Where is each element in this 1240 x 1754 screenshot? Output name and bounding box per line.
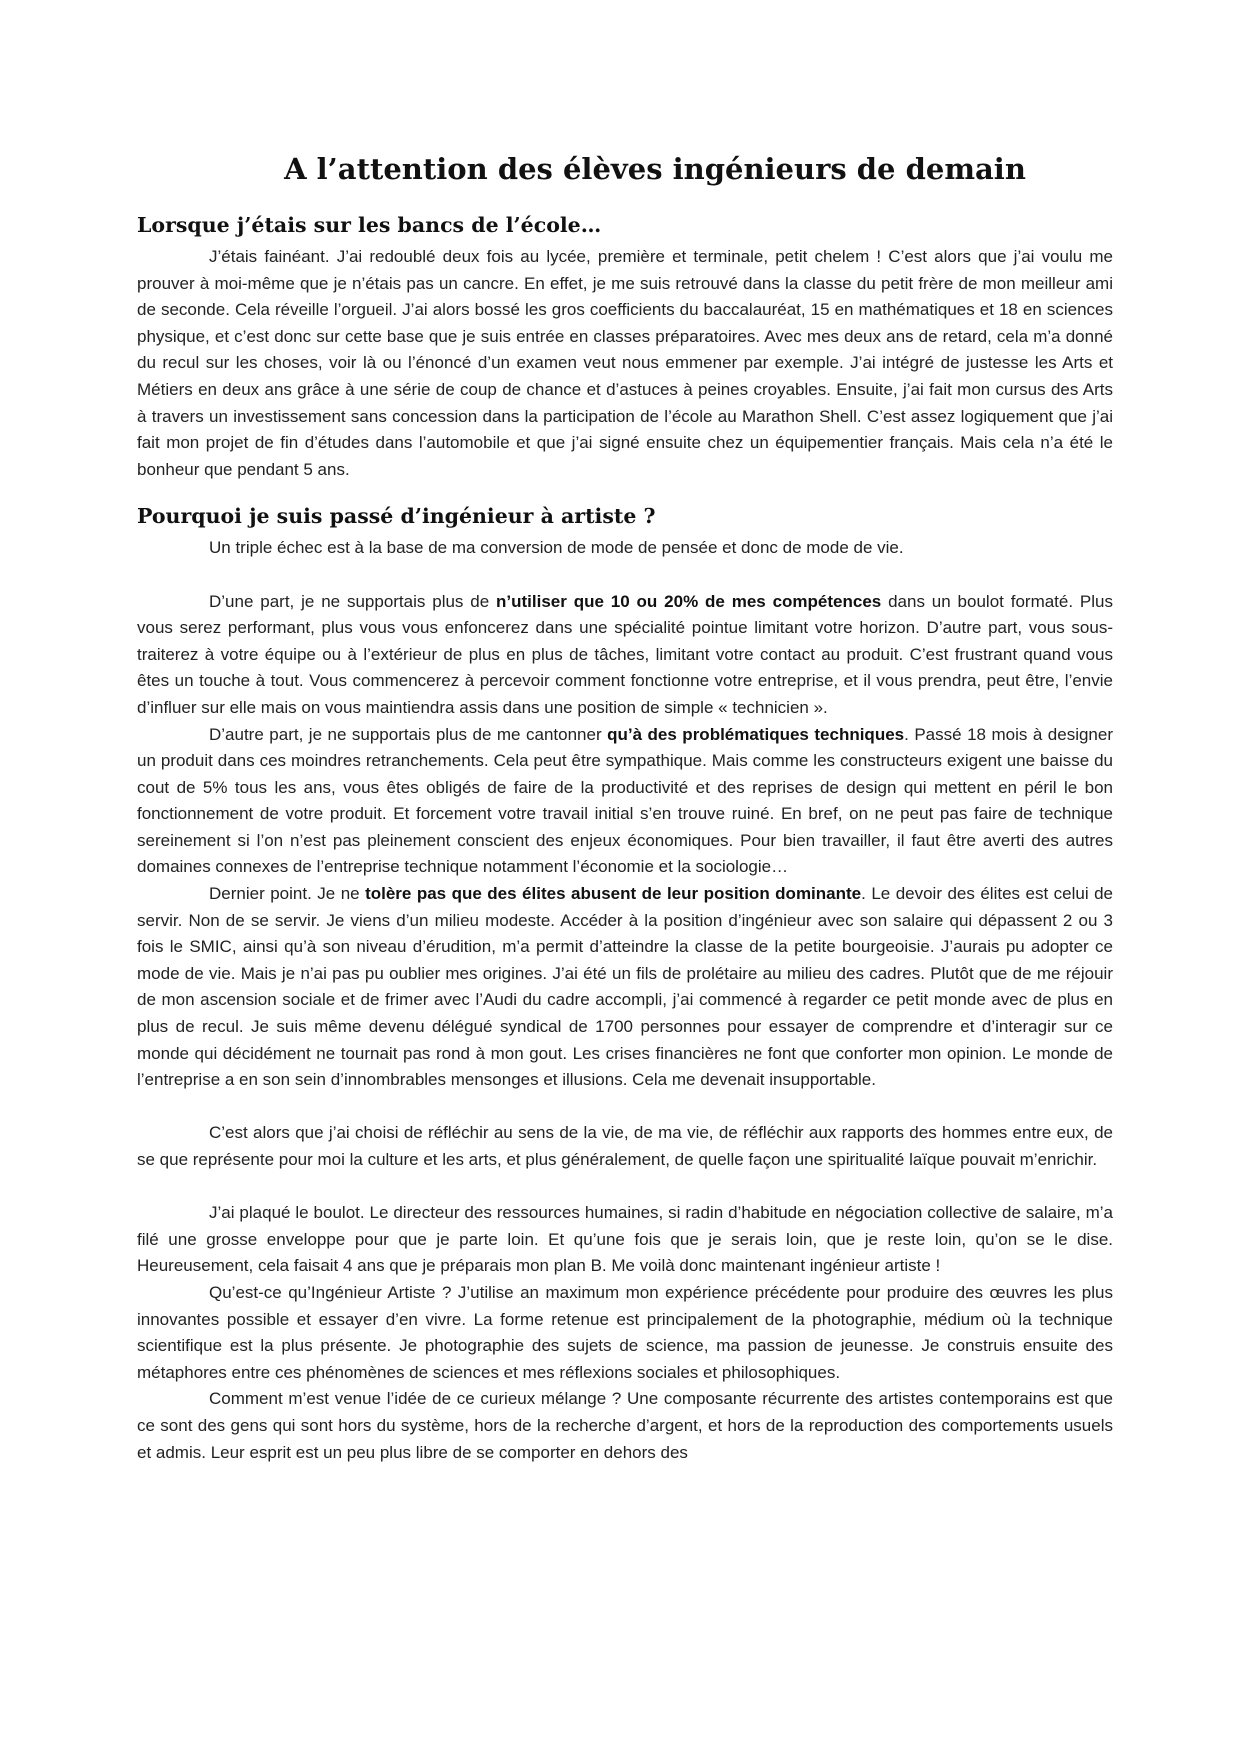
paragraph-school: J’étais fainéant. J’ai redoublé deux fois au lycée, première et terminale, petit chelem ! C’est alors que j’ai voulu me prouver à moi-même que je n’étais pas un cancre. En effet, je me suis retrouvé dans la classe du petit frère de mon meilleur ami de seconde. Cela réveille l’orgueil. J’ai alors bossé les gros coefficients du baccalauréat, 15 en mathématiques et 18 en sciences physique, et c’est donc sur cette base que je suis entrée en classes préparatoires. Avec mes deux ans de retard, cela m’a donné du recul sur les choses, voir là ou l’énoncé d’un examen veut nous emmener par exemple. J’ai intégré de justesse les Arts et Métiers en deux ans grâce à une série de coup de chance et d’astuces à peines croyables. Ensuite, j’ai fait mon cursus des Arts à travers un investissement sans concession dans la participation de l’école au Marathon Shell. C’est assez logiquement que j’ai fait mon projet de fin d’études dans l’automobile et que j’ai signé ensuite chez un équipementier français. Mais cela n’a été le bonheur que pendant 5 ans. (137, 247, 1113, 479)
text-run: Dernier point. Je ne (209, 884, 366, 904)
text-run: . Passé 18 mois à designer un produit dans ces moindres retranchements. Cela peut être sympathique. Mais comme les constructeurs exigent une baisse du cout de 5% tous les ans, vous êtes obligés de faire de la productivité et des reprises de design qui mettent en péril le bon fonctionnement de votre produit. Et forcement votre travail initial s’en trouve ruiné. En bref, on ne peut pas faire de technique sereinement si l’on n’est pas pleinement conscient des enjeux économiques. Pour bien travailler, il faut être averti des autres domaines connexes de l’entreprise technique notamment l’économie et la sociologie… (137, 724, 1113, 877)
bold-phrase: qu’à des problématiques techniques (607, 724, 905, 744)
paragraph-reflection: C’est alors que j’ai choisi de réfléchir au sens de la vie, de ma vie, de réfléchir aux rapports des hommes entre eux, de se que représente pour moi la culture et les arts, et plus généralement, de quelle façon une spiritualité laïque pouvait m’enrichir. (137, 1123, 1113, 1169)
section-heading-school: Lorsque j’étais sur les bancs de l’école… (137, 213, 602, 237)
section-heading-engineer-to-artist: Pourquoi je suis passé d’ingénieur à artiste ? (137, 504, 656, 529)
text-run: D’autre part, je ne supportais plus de me cantonner (209, 724, 608, 744)
paragraph-technique (137, 722, 1113, 882)
paragraph-quit-job: J’ai plaqué le boulot. Le directeur des ressources humaines, si radin d’habitude en négociation collective de salaire, m’a filé une grosse enveloppe pour que je parte loin. Et qu’une fois que je serais loin, que je reste loin, qu’on se le dise. Heureusement, cela faisait 4 ans que je préparais mon plan B. Me voilà donc maintenant ingénieur artiste ! (137, 1203, 1113, 1276)
text-run: D’une part, je ne supportais plus de (209, 591, 497, 611)
document-page (137, 150, 1113, 1466)
paragraph-intro: Un triple échec est à la base de ma conversion de mode de pensée et donc de mode de vie. (209, 538, 904, 558)
paragraph-competences (137, 589, 1113, 722)
page-title: A l’attention des élèves ingénieurs de demain (284, 152, 1026, 186)
text-run: . Le devoir des élites est celui de servir. Non de se servir. Je viens d’un milieu modeste. Accéder à la position d’ingénieur avec son salaire qui dépassent 2 ou 3 fois le SMIC, ainsi qu’à son niveau d’érudition, m’a permit d’atteindre la classe de la petite bourgeoisie. J’aurais pu adopter ce mode de vie. Mais je n’ai pas pu oublier mes origines. J’ai été un fils de prolétaire au milieu des cadres. Plutôt que de me réjouir de mon ascension sociale et de frimer avec l’Audi du cadre accompli, j’ai commencé à regarder ce petit monde avec de plus en plus de recul. Je suis même devenu délégué syndical de 1700 personnes pour essayer de comprendre et d’interagir sur ce monde qui décidément ne tournait pas rond à mon gout. Les crises financières ne font que conforter mon opinion. Le monde de l’entreprise a en son sein d’innombrables mensonges et illusions. Cela me devenait insupportable. (137, 884, 1113, 1090)
paragraph-engineer-artist: Qu’est-ce qu’Ingénieur Artiste ? J’utilise an maximum mon expérience précédente pour produire des œuvres les plus innovantes possible et essayer d’en vivre. La forme retenue est principalement de la photographie, médium où la technique scientifique est la plus présente. Je photographie des sujets de science, ma passion de jeunesse. Je construis ensuite des métaphores entre ces phénomènes de sciences et mes réflexions sociales et philosophiques. (137, 1282, 1113, 1382)
bold-phrase: tolère pas que des élites abusent de leur position dominante (365, 884, 862, 904)
paragraph-elites (137, 881, 1113, 1094)
paragraph-mix-idea: Comment m’est venue l’idée de ce curieux mélange ? Une composante récurrente des artistes contemporains est que ce sont des gens qui sont hors du système, hors de la recherche d’argent, et hors de la reproduction des comportements usuels et admis. Leur esprit est un peu plus libre de se comporter en dehors des (137, 1389, 1113, 1462)
bold-phrase: n’utiliser que 10 ou 20% de mes compétences (496, 591, 882, 611)
text-run: dans un boulot formaté. Plus vous serez performant, plus vous vous enfoncerez dans une spécialité pointue limitant votre horizon. D’autre part, vous sous-traiterez à votre équipe ou à l’extérieur de plus en plus de tâches, limitant votre contact au produit. C’est frustrant quand vous êtes un touche à tout. Vous commencerez à percevoir comment fonctionne votre entreprise, et il vous prendra, peut être, l’envie d’influer sur elle mais on vous maintiendra assis dans une position de simple « technicien ». (137, 591, 1113, 717)
